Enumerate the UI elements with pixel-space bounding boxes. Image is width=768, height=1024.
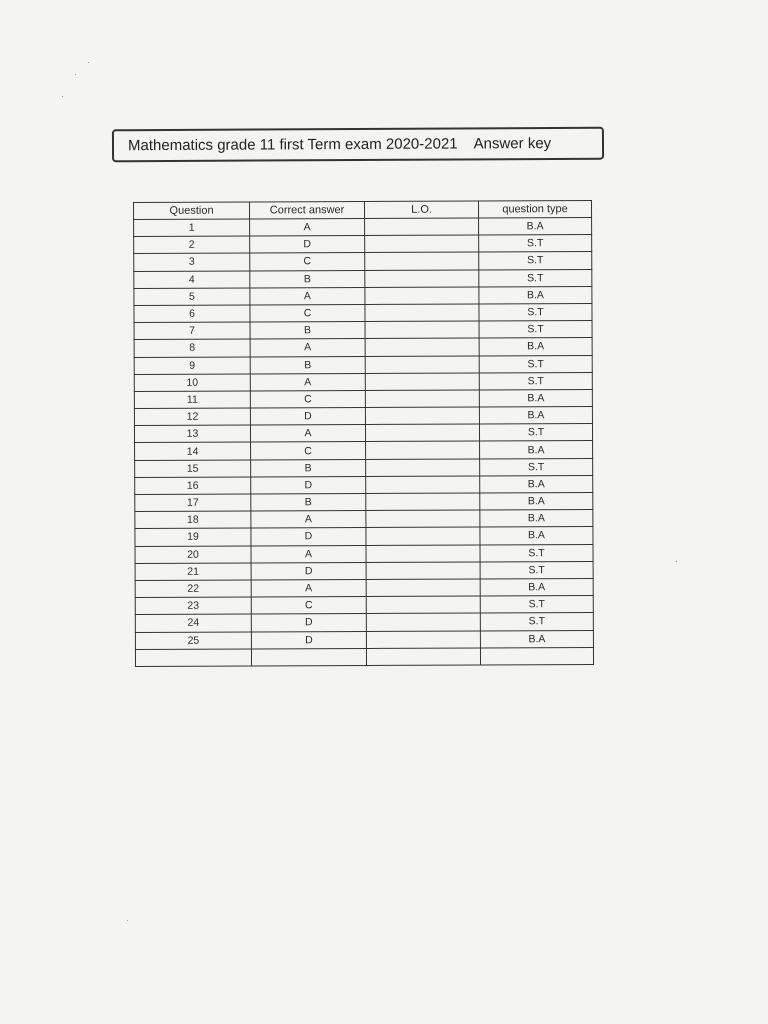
question-cell: 5	[134, 288, 250, 306]
table-row	[134, 424, 592, 443]
answer-cell: A	[250, 373, 365, 391]
question-cell: 10	[134, 374, 250, 392]
table-row	[134, 217, 592, 236]
table-body	[134, 217, 594, 666]
answer-cell: A	[250, 287, 365, 305]
lo-cell	[366, 493, 480, 511]
type-cell: S.T	[479, 355, 592, 373]
question-cell: 21	[135, 563, 251, 581]
question-cell: 4	[134, 271, 250, 289]
table-row	[135, 475, 593, 494]
lo-cell	[366, 648, 480, 666]
table-row	[134, 252, 592, 271]
table-row	[134, 372, 592, 391]
answer-cell: B	[250, 356, 365, 374]
answer-cell: A	[251, 545, 366, 563]
answer-cell: D	[251, 528, 366, 546]
lo-cell	[365, 252, 479, 270]
type-cell: B.A	[480, 475, 593, 493]
lo-cell	[365, 424, 479, 442]
table-row	[135, 544, 593, 563]
table-row	[134, 269, 592, 288]
answer-cell: C	[250, 390, 365, 408]
question-cell: 22	[135, 580, 251, 598]
type-cell: S.T	[479, 252, 592, 270]
table-row	[134, 303, 592, 322]
type-cell: S.T	[480, 613, 593, 631]
type-cell: S.T	[479, 235, 592, 253]
type-cell: S.T	[479, 269, 592, 287]
type-cell: B.A	[479, 407, 592, 425]
lo-cell	[365, 338, 479, 356]
answer-cell: D	[250, 236, 365, 254]
question-cell: 17	[135, 494, 251, 512]
type-cell: S.T	[480, 596, 593, 614]
type-cell: B.A	[479, 338, 592, 356]
table-row	[135, 630, 593, 649]
answer-cell: B	[250, 270, 365, 288]
question-cell: 7	[134, 322, 250, 340]
scan-speck	[75, 74, 76, 75]
question-cell: 19	[135, 528, 251, 546]
question-cell: 2	[134, 236, 250, 254]
header-question: Question	[134, 202, 250, 220]
lo-cell	[365, 321, 479, 339]
table-row	[135, 647, 593, 666]
answer-cell: D	[251, 476, 366, 494]
lo-cell	[365, 304, 479, 322]
question-cell: 12	[134, 408, 250, 426]
lo-cell	[366, 527, 480, 545]
answer-cell: D	[250, 408, 365, 426]
answer-key-table	[133, 200, 594, 667]
type-cell: S.T	[480, 561, 593, 579]
table-row	[135, 561, 593, 580]
lo-cell	[365, 390, 479, 408]
table-row	[134, 321, 592, 340]
question-cell: 13	[134, 425, 250, 443]
table-row	[135, 458, 593, 477]
answer-cell: D	[251, 562, 366, 580]
lo-cell	[365, 355, 479, 373]
lo-cell	[365, 235, 479, 253]
question-cell: 18	[135, 511, 251, 529]
answer-cell: B	[250, 322, 365, 340]
scan-speck	[88, 62, 89, 63]
header-question-type: question type	[478, 200, 591, 217]
table-row	[135, 596, 593, 615]
lo-cell	[365, 373, 479, 391]
lo-cell	[365, 287, 479, 305]
type-cell: B.A	[480, 578, 593, 596]
table-row	[134, 235, 592, 254]
table-row	[135, 613, 593, 632]
table-row	[134, 407, 592, 426]
type-cell: B.A	[480, 492, 593, 510]
type-cell	[480, 647, 593, 665]
question-cell: 25	[135, 631, 251, 649]
question-cell: 8	[134, 339, 250, 357]
table-row	[135, 492, 593, 511]
answer-cell	[251, 648, 366, 666]
question-cell: 24	[135, 614, 251, 632]
question-cell: 1	[134, 219, 250, 237]
question-cell: 16	[135, 477, 251, 495]
type-cell: S.T	[479, 303, 592, 321]
type-cell: B.A	[480, 527, 593, 545]
answer-cell: A	[251, 511, 366, 529]
answer-cell: A	[250, 218, 365, 236]
type-cell: S.T	[480, 458, 593, 476]
table-row	[134, 286, 592, 305]
type-cell: B.A	[480, 510, 593, 528]
scan-speck	[127, 920, 128, 921]
type-cell: S.T	[480, 544, 593, 562]
type-cell: B.A	[479, 286, 592, 304]
header-lo: L.O.	[364, 201, 478, 218]
lo-cell	[365, 218, 479, 236]
type-cell: S.T	[479, 424, 592, 442]
scan-speck	[676, 561, 677, 562]
answer-cell: A	[250, 339, 365, 357]
table-header-row	[134, 200, 592, 219]
table-row	[135, 578, 593, 597]
lo-cell	[366, 441, 480, 459]
table-row	[135, 527, 593, 546]
document-title: Mathematics grade 11 first Term exam 2020-2021	[127, 135, 458, 155]
answer-cell: D	[251, 614, 366, 632]
question-cell: 15	[135, 460, 251, 478]
type-cell: B.A	[480, 630, 593, 648]
lo-cell	[366, 562, 480, 580]
table-row	[134, 355, 592, 374]
document-subtitle: Answer key	[473, 134, 552, 153]
type-cell: S.T	[479, 321, 592, 339]
answer-cell: C	[250, 253, 365, 271]
question-cell: 3	[134, 253, 250, 271]
title-box	[112, 127, 604, 163]
lo-cell	[366, 613, 480, 631]
answer-cell: B	[251, 459, 366, 477]
question-cell: 6	[134, 305, 250, 323]
type-cell: S.T	[479, 372, 592, 390]
answer-cell: A	[251, 579, 366, 597]
type-cell: B.A	[479, 389, 592, 407]
question-cell	[135, 649, 251, 667]
answer-cell: C	[251, 442, 366, 460]
lo-cell	[366, 630, 480, 648]
type-cell: B.A	[480, 441, 593, 459]
scan-speck	[62, 96, 63, 97]
lo-cell	[365, 270, 479, 288]
question-cell: 9	[134, 356, 250, 374]
answer-cell: C	[250, 304, 365, 322]
table-row	[135, 441, 593, 460]
question-cell: 14	[135, 442, 251, 460]
question-cell: 23	[135, 597, 251, 615]
question-cell: 11	[134, 391, 250, 409]
answer-cell: C	[251, 597, 366, 615]
type-cell: B.A	[479, 217, 592, 235]
lo-cell	[366, 545, 480, 563]
answer-cell: B	[251, 493, 366, 511]
table-row	[134, 338, 592, 357]
lo-cell	[366, 459, 480, 477]
header-correct-answer: Correct answer	[250, 201, 365, 219]
lo-cell	[365, 407, 479, 425]
table-row	[135, 510, 593, 529]
lo-cell	[366, 579, 480, 597]
question-cell: 20	[135, 546, 251, 564]
lo-cell	[366, 510, 480, 528]
lo-cell	[366, 476, 480, 494]
table-row	[134, 389, 592, 408]
answer-cell: A	[250, 425, 365, 443]
lo-cell	[366, 596, 480, 614]
answer-cell: D	[251, 631, 366, 649]
